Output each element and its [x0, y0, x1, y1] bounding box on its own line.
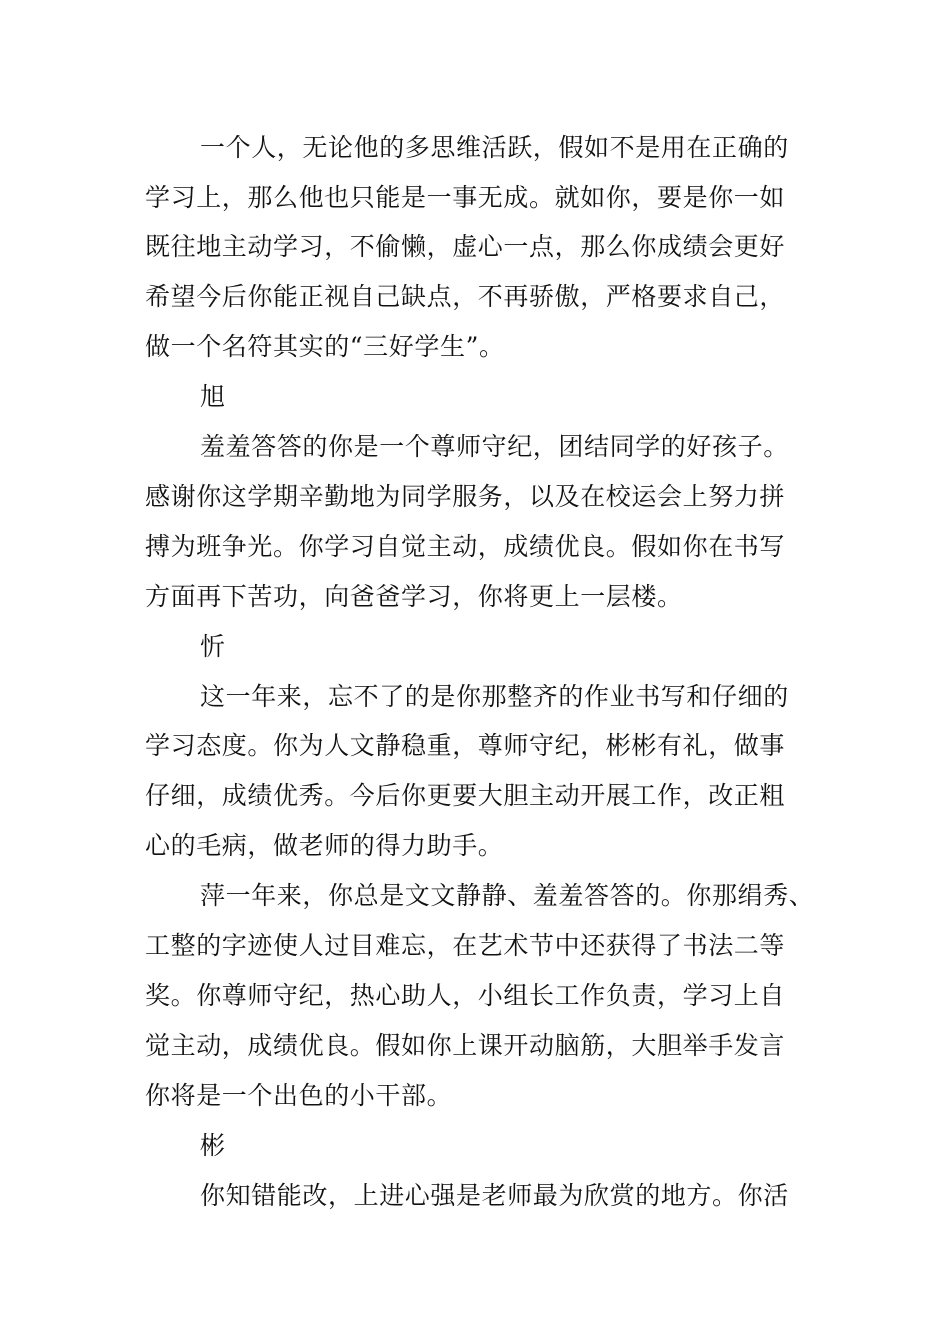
text-line: 方面再下苦功，向爸爸学习，你将更上一层楼。 — [145, 582, 683, 611]
text-line: 一个人，无论他的多思维活跃，假如不是用在正确的 — [200, 133, 789, 162]
text-line: 希望今后你能正视自己缺点，不再骄傲，严格要求自己， — [145, 282, 786, 311]
text-line: 感谢你这学期辛勤地为同学服务，以及在校运会上努力拼 — [145, 482, 786, 511]
text-line: 心的毛病，做老师的得力助手。 — [145, 831, 504, 860]
text-line: 你知错能改，上进心强是老师最为欣赏的地方。你活 — [200, 1181, 789, 1210]
text-line: 搏为班争光。你学习自觉主动，成绩优良。假如你在书写 — [145, 532, 786, 561]
text-line: 觉主动，成绩优良。假如你上课开动脑筋，大胆举手发言 — [145, 1031, 786, 1060]
text-line: 这一年来，忘不了的是你那整齐的作业书写和仔细的 — [200, 682, 789, 711]
text-line: 既往地主动学习，不偷懒，虚心一点，那么你成绩会更好 — [145, 232, 786, 261]
text-line: 奖。你尊师守纪，热心助人，小组长工作负责，学习上自 — [145, 981, 786, 1010]
student-name: 旭 — [200, 382, 226, 411]
student-name: 忻 — [200, 632, 226, 661]
text-line: 做一个名符其实的“三好学生”。 — [145, 332, 505, 361]
text-line: 萍一年来，你总是文文静静、羞羞答答的。你那绢秀、 — [200, 881, 815, 910]
text-line: 仔细，成绩优秀。今后你更要大胆主动开展工作，改正粗 — [145, 781, 786, 810]
student-name: 彬 — [200, 1131, 226, 1160]
text-line: 学习上，那么他也只能是一事无成。就如你，要是你一如 — [145, 183, 786, 212]
text-line: 学习态度。你为人文静稳重，尊师守纪，彬彬有礼，做事 — [145, 731, 786, 760]
text-line: 工整的字迹使人过目难忘，在艺术节中还获得了书法二等 — [145, 931, 786, 960]
text-line: 你将是一个出色的小干部。 — [145, 1081, 453, 1110]
text-line: 羞羞答答的你是一个尊师守纪，团结同学的好孩子。 — [200, 432, 789, 461]
